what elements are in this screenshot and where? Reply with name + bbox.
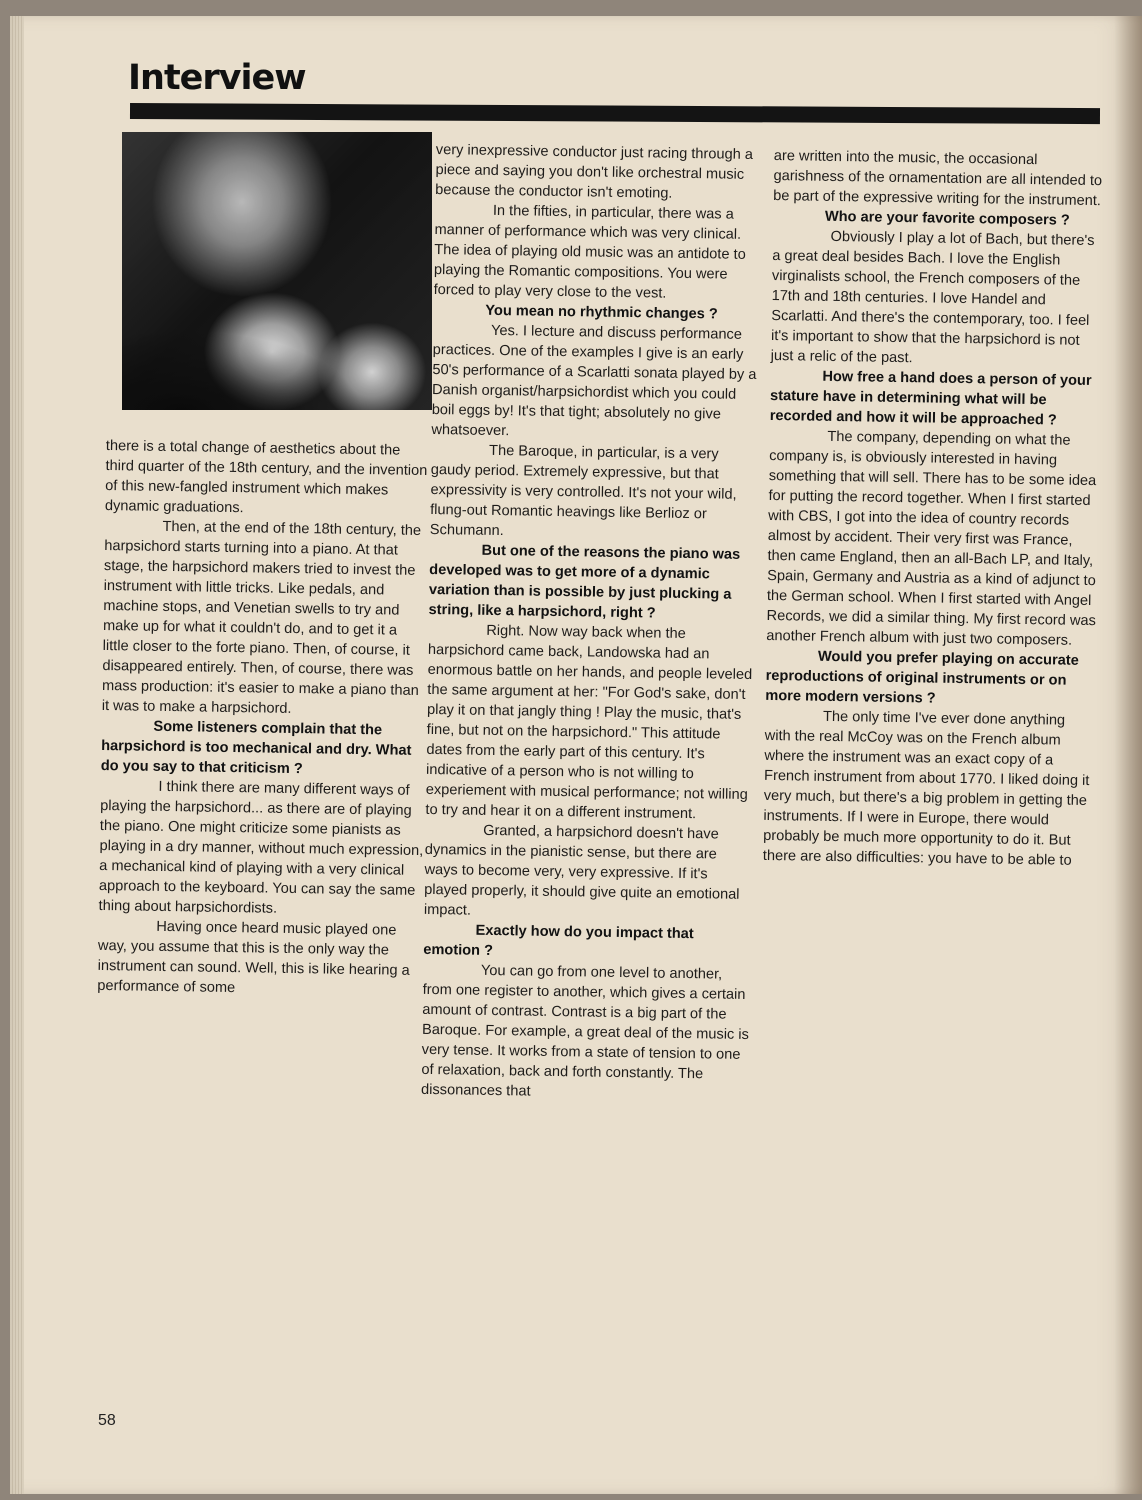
body-paragraph: there is a total change of aesthetics about the third quarter of the 18th century, and the invention of this new-fangled instrument which makes dynamic graduations.	[104, 437, 428, 517]
interview-question: Who are your favorite composers ?	[824, 208, 1070, 229]
article-column-2	[421, 140, 764, 1105]
body-paragraph: Then, at the end of the 18th century, the harpsichord starts turning into a piano. At that stage, the harpsichord makers tried to invest the instrument with little tricks. Like pedals, and machine stops, and Venetian swells to try and make up for what it couldn't do, and to get it a little closer to the forte piano. Then, of course, it disappeared entirely. Then, of course, there was mass production: it's easier to make a piano than it was to make a harpsichord.	[101, 518, 422, 717]
body-paragraph: Having once heard music played one way, you assume that this is the only way the instrument can sound. Well, this is like hearing a performance of some	[97, 918, 410, 997]
body-paragraph: are written into the music, the occasional garishness of the ornamentation are all intended to be part of the expressive writing for the instrument.	[773, 147, 1103, 210]
body-paragraph: The Baroque, in particular, is a very gaudy period. Extremely expressive, but that expressivity is very controlled. It's not your wild, flung-out Romantic heavings like Berlioz or Schumann.	[429, 442, 737, 540]
body-paragraph: The only time I've ever done anything with the real McCoy was on the French album where the instrument was an exact copy of a French instrument from about 1770. I liked doing it very much, but there's a big problem in getting the instruments. If I were in Europe, there would probably be much more opportunity to do it. But there are also difficulties: you have to be able to	[762, 708, 1090, 869]
body-paragraph: The company, depending on what the company is, is obviously interested in having something that will sell. There has to be some idea for putting the record together. When I first started with CBS, I got into the idea of country records almost by accident. Their very first was France, then came England, then an all-Bach LP, and Italy, Spain, Germany and Austria as a kind of adjunct to the German school. When I first started with Angel Records, we did a similar thing. My first record was another French album with just two composers.	[766, 428, 1097, 649]
binding-shadow	[1114, 16, 1142, 1494]
interview-question: Would you prefer playing on accurate reproductions of original instruments or on more modern versions ?	[765, 648, 1079, 707]
article-column-3	[763, 146, 1104, 871]
body-paragraph: You can go from one level to another, from one register to another, which gives a certain amount of contrast. Contrast is a big part of the Baroque. For example, a great deal of the music is very tense. It works from a state of tension to one of relaxation, back and forth constantly. The dissonances that	[420, 962, 750, 1100]
body-paragraph: In the fifties, in particular, there was a manner of performance which was very clinical. The idea of playing old music was an antidote to playing the Romantic compositions. You were forced to play very close to the vest.	[433, 202, 746, 302]
interview-photo	[122, 132, 432, 410]
interview-question: You mean no rhythmic changes ?	[485, 302, 718, 323]
photo-shading	[122, 272, 432, 410]
interview-question: Exactly how do you impact that emotion ?	[423, 922, 694, 959]
body-paragraph: very inexpressive conductor just racing through a piece and saying you don't like orchestral music because the conductor isn't emoting.	[435, 141, 754, 202]
article-column-1	[97, 436, 430, 1001]
body-paragraph: I think there are many different ways of playing the harpsichord... as there are of playing the piano. One might criticize some pianists as playing in a dry manner, without much expression, a mechanical kind of playing with a very clinical approach to the keyboard. You can say the same thing about harpsichordists.	[98, 778, 424, 917]
magazine-page	[10, 16, 1142, 1494]
header-rule	[130, 103, 1100, 124]
page-edge	[10, 16, 24, 1494]
body-paragraph: Obviously I play a lot of Bach, but there's a great deal besides Bach. I love the English virginalists school, the French composers of the 17th and 18th centuries. I love Handel and Scarlatti. And there's the contemporary, too. I feel it's important to show that the harpsichord is not just a relic of the past.	[770, 228, 1095, 367]
interview-question: Some listeners complain that the harpsichord is too mechanical and dry. What do you say to that criticism ?	[100, 718, 412, 778]
section-title: Interview	[128, 58, 306, 98]
body-paragraph: Yes. I lecture and discuss performance practices. One of the examples I give is an early 50's performance of a Scarlatti sonata played by a Danish organist/harpsichordist which you could boil eggs by! It's that tight; absolutely no give whatsoever.	[431, 322, 757, 440]
body-paragraph: Right. Now way back when the harpsichord came back, Landowska had an enormous battle on her hands, and people leveled the same argument at her: "For God's sake, don't play it on that jangly thing ! Play the music, that's fine, but not on the harpsichord." This attitude dates from the early part of this century. It's indicative of a person who is not willing to experiement with musical performance; not willing to try and hear it on a different instrument.	[425, 622, 753, 823]
interview-question: How free a hand does a person of your stature have in determining what will be recorded and how it will be approached ?	[769, 368, 1092, 429]
page-number: 58	[98, 1412, 116, 1429]
interview-question: But one of the reasons the piano was developed was to get more of a dynamic variation than is possible by just plucking a string, like a harpsichord, right ?	[428, 542, 741, 622]
body-paragraph: Granted, a harpsichord doesn't have dynamics in the pianistic sense, but there are ways to become very, very expressive. If it's played properly, it should give quite an emotional impact.	[423, 822, 740, 919]
